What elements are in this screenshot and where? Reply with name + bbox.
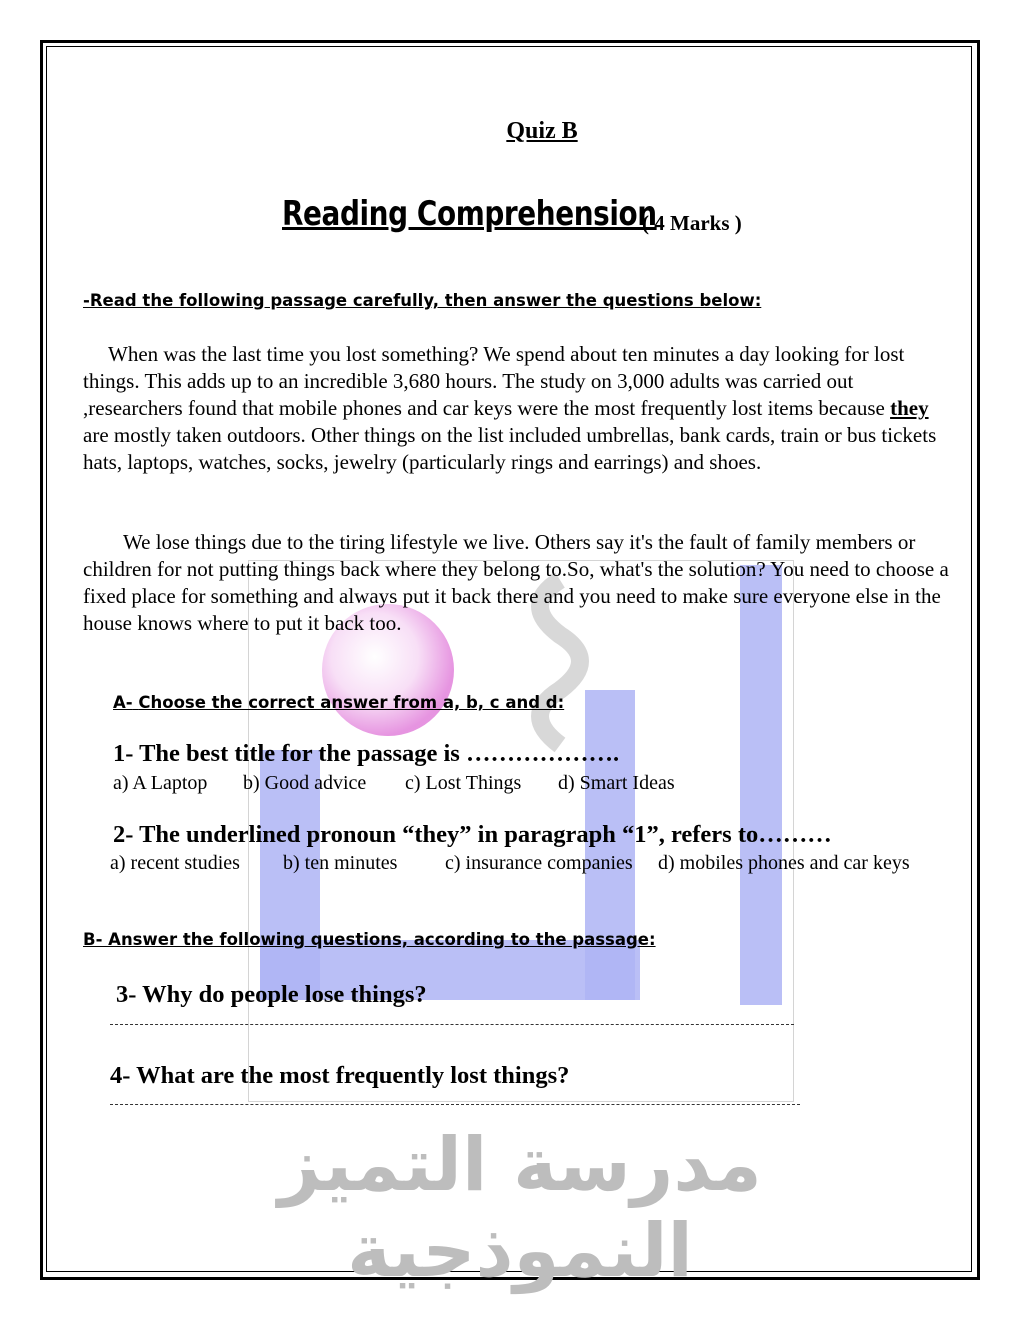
option[interactable]: a) A Laptop <box>113 772 208 794</box>
option[interactable]: c) Lost Things <box>405 772 522 794</box>
question-3: 3- Why do people lose things? <box>116 981 427 1008</box>
underlined-pronoun: they <box>890 396 929 420</box>
page-title: Reading Comprehension <box>282 194 657 234</box>
section-a-heading <box>113 693 564 712</box>
passage-paragraph-2: We lose things due to the tiring lifestyle we live. Others say it's the fault of family members or children for not putting things back where they belong to.So, what's the solution? You need to choose a fixed place for something and always put it back there and you need to make sure everyone else in the house knows where to put it back too. <box>83 530 949 635</box>
watermark-school-name: مدرسة التميز النموذجية <box>278 1122 762 1294</box>
passage-text: When was the last time you lost something? We spend about ten minutes a day looking for lost things. This adds up to an incredible 3,680 hours. The study on 3,000 adults was carried out ,researchers found that mobile phones and car keys were the most frequently lost items because <box>83 342 905 420</box>
marks-label: ( 4 Marks ) <box>642 211 742 235</box>
instruction-heading: -Read the following passage carefully, then answer the questions below: <box>83 291 762 310</box>
question-1-options <box>113 772 675 795</box>
passage-text: are mostly taken outdoors. Other things on the list included umbrellas, bank cards, train or bus tickets hats, laptops, watches, socks, jewelry (particularly rings and earrings) and shoes. <box>83 423 937 474</box>
option[interactable]: b) ten minutes <box>283 852 398 874</box>
section-a-title: Choose the correct answer from a, b, c and d: <box>138 693 565 712</box>
option[interactable]: d) Smart Ideas <box>558 772 675 794</box>
passage-paragraph-1 <box>83 341 953 476</box>
option[interactable]: a) recent studies <box>110 852 240 874</box>
option[interactable]: c) insurance companies <box>445 852 633 874</box>
question-2: 2- The underlined pronoun “they” in paragraph “1”, refers to……… <box>113 821 832 848</box>
section-b-heading: B- Answer the following questions, according to the passage: <box>83 930 656 949</box>
option[interactable]: d) mobiles phones and car keys <box>658 852 910 874</box>
question-4: 4- What are the most frequently lost things? <box>110 1062 570 1089</box>
answer-line-4[interactable] <box>110 1104 800 1105</box>
quiz-title: Quiz B <box>506 118 578 144</box>
option[interactable]: b) Good advice <box>243 772 367 794</box>
question-2-options <box>110 852 910 875</box>
answer-line-3[interactable] <box>110 1024 794 1025</box>
question-1: 1- The best title for the passage is ………………. <box>113 740 620 767</box>
section-a-label: A- <box>113 693 133 712</box>
